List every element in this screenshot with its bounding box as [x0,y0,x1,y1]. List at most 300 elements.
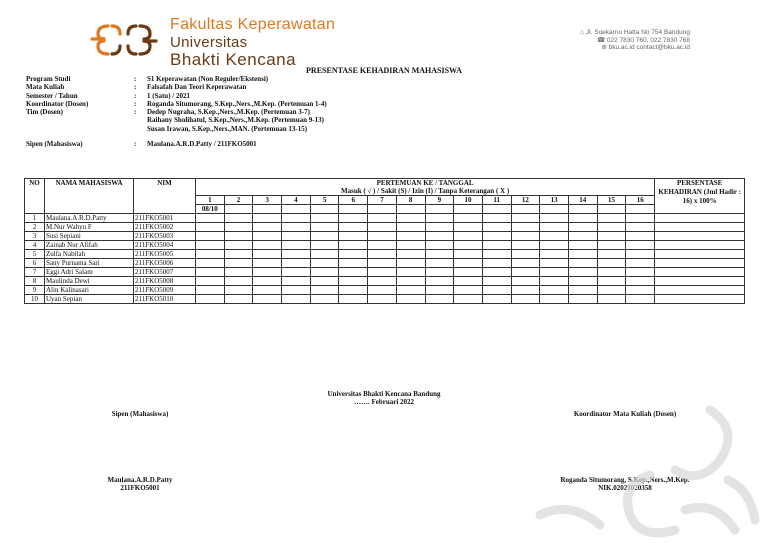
attendance-cell [597,250,626,259]
university-name: Bhakti Kencana [170,50,297,69]
attendance-cell [282,277,311,286]
attendance-cell [482,268,511,277]
meeting-date [597,205,626,214]
meeting-number: 7 [368,196,397,205]
table-row [25,295,745,304]
student-signature [70,476,210,492]
meeting-number: 4 [282,196,311,205]
percentage-cell [655,241,745,250]
attendance-cell [396,277,425,286]
attendance-cell [253,268,282,277]
attendance-cell [568,241,597,250]
info-value: Roganda Situmorang, S.Kep.,Ners.,M.Kep. (Pertemuan 1-4) [147,99,327,108]
student-nim-cell: 211FKO5005 [134,250,196,259]
attendance-cell [253,295,282,304]
signature-date: ……. Februari 2022 [353,398,415,406]
attendance-cell [568,250,597,259]
student-nim-cell: 211FKO5006 [134,259,196,268]
attendance-cell [310,250,339,259]
row-number: 1 [25,214,45,223]
attendance-cell [282,241,311,250]
percentage-cell [655,268,745,277]
info-colon: : [134,83,137,92]
attendance-cell [454,268,483,277]
header-meeting-title: PERTEMUAN KE / TANGGAL [376,179,474,187]
meeting-date [253,205,282,214]
info-label [26,116,134,124]
info-row [26,108,327,116]
header-nim: NIM [134,179,196,214]
percentage-cell [655,277,745,286]
attendance-cell [425,232,454,241]
attendance-cell [368,223,397,232]
attendance-cell [454,232,483,241]
attendance-cell [597,232,626,241]
attendance-cell [396,223,425,232]
attendance-cell [568,214,597,223]
attendance-cell [224,259,253,268]
info-value: Maulana.A.R.D.Patty / 211FKO5001 [147,140,257,149]
attendance-cell [482,295,511,304]
attendance-cell [597,268,626,277]
info-value: 1 (Satu) / 2021 [147,91,190,100]
contact-web: bku.ac.id contact@bku.ac.id [608,44,690,51]
web-icon: ⊕ [601,44,609,51]
student-name-cell: Alin Kalinasari [45,286,134,295]
attendance-cell [626,268,655,277]
attendance-cell [626,259,655,268]
header-meeting [196,179,655,196]
course-info [26,75,327,148]
attendance-cell [626,214,655,223]
faculty-name: Fakultas Keperawatan [170,16,336,33]
attendance-cell [425,214,454,223]
attendance-cell [626,232,655,241]
info-value: S1 Keperawatan (Non Reguler/Ekstensi) [147,75,269,83]
student-name-cell: Susi Sepiani [45,232,134,241]
attendance-cell [511,295,540,304]
attendance-cell [339,268,368,277]
attendance-table [24,178,745,304]
attendance-cell [540,259,569,268]
attendance-cell [425,295,454,304]
info-row [26,116,327,124]
phone-icon: ☎ [596,36,607,44]
meeting-number: 8 [396,196,425,205]
attendance-cell [253,232,282,241]
brand-name [170,17,335,68]
location-icon: ⌂ [580,29,586,36]
table-row [25,259,745,268]
attendance-cell [310,232,339,241]
attendance-cell [482,259,511,268]
attendance-cell [339,232,368,241]
attendance-cell [454,214,483,223]
table-row [25,241,745,250]
meeting-date [368,205,397,214]
attendance-cell [482,232,511,241]
attendance-cell [368,286,397,295]
attendance-cell [597,214,626,223]
info-label: Tim (Dosen) [26,108,64,117]
attendance-cell [253,277,282,286]
meeting-date [568,205,597,214]
attendance-cell [196,232,225,241]
attendance-cell [224,295,253,304]
meeting-number: 15 [597,196,626,205]
info-row [26,75,327,83]
row-number: 2 [25,223,45,232]
attendance-cell [339,259,368,268]
meeting-number: 2 [224,196,253,205]
row-number: 8 [25,277,45,286]
attendance-cell [196,259,225,268]
table-row [25,214,745,223]
percentage-cell [655,223,745,232]
attendance-cell [396,241,425,250]
info-label [26,125,134,133]
meeting-number: 12 [511,196,540,205]
attendance-cell [253,286,282,295]
attendance-cell [511,214,540,223]
attendance-cell [339,223,368,232]
attendance-cell [540,268,569,277]
attendance-cell [368,241,397,250]
attendance-cell [511,277,540,286]
meeting-date [540,205,569,214]
table-row [25,250,745,259]
meeting-date [425,205,454,214]
attendance-cell [224,250,253,259]
attendance-cell [282,232,311,241]
attendance-cell [482,214,511,223]
info-colon [134,116,147,124]
meeting-date [310,205,339,214]
attendance-cell [196,268,225,277]
meeting-date [224,205,253,214]
row-number: 7 [25,268,45,277]
university-label: Universitas [170,34,248,51]
meeting-date [482,205,511,214]
attendance-cell [511,259,540,268]
student-name-cell: Maulinda Dewi [45,277,134,286]
attendance-cell [454,277,483,286]
student-name-cell: Zainab Nur Afifah [45,241,134,250]
attendance-cell [626,241,655,250]
attendance-cell [310,259,339,268]
attendance-cell [310,268,339,277]
attendance-cell [597,277,626,286]
attendance-cell [454,259,483,268]
student-nim-cell: 211FKO5007 [134,268,196,277]
university-logo-icon [90,22,160,58]
attendance-cell [626,286,655,295]
meeting-number: 9 [425,196,454,205]
attendance-cell [396,214,425,223]
meeting-number: 3 [253,196,282,205]
row-number: 6 [25,259,45,268]
table-row [25,232,745,241]
attendance-cell [454,295,483,304]
letterhead [0,0,768,69]
info-colon: : [134,99,137,108]
attendance-cell [568,295,597,304]
attendance-cell [425,241,454,250]
attendance-cell [368,259,397,268]
row-number: 4 [25,241,45,250]
attendance-cell [425,286,454,295]
attendance-cell [568,223,597,232]
percentage-cell [655,250,745,259]
attendance-cell [253,259,282,268]
table-row [25,223,745,232]
contact-address: Jl. Soekarno Hatta No 754 Bandung [585,29,690,36]
attendance-cell [568,268,597,277]
document-title: PRESENTASE KEHADIRAN MAHASISWA [306,66,462,75]
attendance-cell [339,214,368,223]
info-row [26,100,327,108]
info-label: Semester / Tahun [26,91,78,100]
attendance-cell [282,214,311,223]
attendance-cell [396,232,425,241]
attendance-cell [282,268,311,277]
attendance-cell [540,250,569,259]
table-row [25,268,745,277]
row-number: 3 [25,232,45,241]
attendance-cell [454,223,483,232]
lecturer-signature-role: Koordinator Mata Kuliah (Dosen) [573,410,677,418]
percentage-cell [655,295,745,304]
attendance-cell [224,214,253,223]
attendance-cell [224,232,253,241]
percentage-cell [655,214,745,223]
attendance-cell [282,295,311,304]
attendance-cell [224,223,253,232]
attendance-cell [368,214,397,223]
attendance-cell [253,214,282,223]
student-name-cell: M.Nur Wahyu F [45,223,134,232]
student-name-cell: Sany Purnama Sari [45,259,134,268]
row-number: 10 [25,295,45,304]
attendance-cell [310,286,339,295]
attendance-cell [396,250,425,259]
attendance-cell [310,295,339,304]
student-name-cell: Zulfa Nabilah [45,250,134,259]
info-row [26,125,327,133]
attendance-cell [196,214,225,223]
attendance-cell [540,241,569,250]
student-name-cell: Eggi Adri Salam [45,268,134,277]
meeting-number: 1 [196,196,225,205]
attendance-cell [396,295,425,304]
attendance-cell [511,286,540,295]
meeting-number: 10 [454,196,483,205]
attendance-cell [482,277,511,286]
attendance-cell [511,241,540,250]
attendance-cell [540,295,569,304]
student-nim-cell: 211FKO5009 [134,286,196,295]
attendance-cell [425,259,454,268]
attendance-cell [282,259,311,268]
meeting-date [626,205,655,214]
attendance-cell [310,277,339,286]
header-percentage: PERSENTASE KEHADIRAN (Jml Hadir : 16) x 100% [655,179,745,214]
attendance-cell [339,286,368,295]
attendance-cell [368,232,397,241]
attendance-cell [368,277,397,286]
attendance-cell [454,250,483,259]
info-row [26,140,327,148]
row-number: 5 [25,250,45,259]
attendance-cell [282,250,311,259]
attendance-cell [511,250,540,259]
info-label: Program Studi [26,75,71,83]
attendance-cell [626,250,655,259]
meeting-date [339,205,368,214]
student-nim-cell: 211FKO5004 [134,241,196,250]
attendance-cell [339,295,368,304]
attendance-cell [425,223,454,232]
attendance-cell [196,241,225,250]
attendance-cell [540,277,569,286]
percentage-cell [655,259,745,268]
meeting-date [282,205,311,214]
attendance-cell [568,286,597,295]
attendance-cell [224,268,253,277]
header-no: NO [25,179,45,214]
student-nim-cell: 211FKO5003 [134,232,196,241]
attendance-cell [196,295,225,304]
student-nim-cell: 211FKO5002 [134,223,196,232]
attendance-cell [482,286,511,295]
info-colon [134,125,147,133]
attendance-cell [224,286,253,295]
table-row [25,277,745,286]
table-row [25,286,745,295]
contact-block [580,29,690,52]
attendance-cell [224,277,253,286]
attendance-cell [568,259,597,268]
attendance-cell [339,250,368,259]
attendance-cell [310,241,339,250]
info-row [26,83,327,91]
info-row [26,92,327,100]
attendance-cell [597,286,626,295]
attendance-cell [368,268,397,277]
attendance-cell [482,250,511,259]
meeting-number: 11 [482,196,511,205]
info-value: Falsafah Dan Teori Keperawatan [147,83,247,92]
student-name-cell: Uyan Sepian [45,295,134,304]
attendance-cell [282,223,311,232]
percentage-cell [655,232,745,241]
attendance-cell [253,250,282,259]
info-value: Raihany Sholihatul, S.Kep.,Ners.,M.Kep. (Pertemuan 9-13) [147,116,324,125]
student-signature-role: Sipen (Mahasiswa) [111,410,169,418]
student-nim-cell: 211FKO5008 [134,277,196,286]
info-value: Dedep Nugraha, S.Kep.,Ners.,M.Kep. (Pertemuan 3-7) [147,108,310,117]
attendance-cell [540,214,569,223]
attendance-cell [482,241,511,250]
info-colon: : [134,140,137,149]
attendance-cell [597,295,626,304]
meeting-date [511,205,540,214]
attendance-cell [396,286,425,295]
meeting-number: 13 [540,196,569,205]
info-value: Susan Irawan, S.Kep.,Ners.,MAN. (Pertemuan 13-15) [147,124,308,133]
attendance-cell [396,268,425,277]
info-label: Mata Kuliah [26,83,65,92]
info-label: Koordinator (Dosen) [26,99,89,108]
attendance-cell [540,232,569,241]
meeting-number: 14 [568,196,597,205]
attendance-cell [368,250,397,259]
header-name: NAMA MAHASISWA [45,179,134,214]
student-nim-cell: 211FKO5010 [134,295,196,304]
attendance-cell [511,268,540,277]
meeting-date [396,205,425,214]
attendance-cell [310,214,339,223]
attendance-cell [540,286,569,295]
student-id: 211FKO5001 [120,484,160,492]
attendance-cell [511,223,540,232]
attendance-cell [224,241,253,250]
attendance-cell [282,286,311,295]
attendance-cell [425,268,454,277]
header-meeting-legend: Masuk ( √ ) / Sakit (S) / Izin (I) / Tanpa Keterangan ( X ) [341,187,510,195]
attendance-cell [253,241,282,250]
attendance-cell [196,286,225,295]
percentage-cell [655,286,745,295]
attendance-cell [568,232,597,241]
attendance-cell [597,223,626,232]
attendance-cell [597,259,626,268]
attendance-cell [626,223,655,232]
attendance-cell [626,295,655,304]
meeting-number: 6 [339,196,368,205]
meeting-number: 16 [626,196,655,205]
attendance-cell [568,277,597,286]
info-label: Sipen (Mahasiswa) [26,140,83,149]
attendance-cell [196,277,225,286]
lecturer-id: NIK.02021020358 [598,484,652,492]
student-nim-cell: 211FKO5001 [134,214,196,223]
meeting-number: 5 [310,196,339,205]
attendance-cell [626,277,655,286]
attendance-cell [339,241,368,250]
student-name: Maulana.A.R.D.Patty [107,476,173,484]
student-name-cell: Maulana.A.R.D.Patty [45,214,134,223]
lecturer-name: Roganda Situmorang, S.Kep.,Ners.,M.Kep. [560,476,690,484]
attendance-cell [396,259,425,268]
attendance-cell [425,250,454,259]
attendance-cell [482,223,511,232]
meeting-date: 08/10 [196,205,225,214]
contact-phone: 022 7830 760, 022 7830 768 [606,36,690,44]
attendance-cell [597,241,626,250]
logo-watermark-icon [500,390,768,543]
attendance-cell [511,232,540,241]
info-colon: : [134,75,137,83]
info-colon: : [134,91,137,100]
row-number: 9 [25,286,45,295]
signature-university: Universitas Bhakti Kencana Bandung [327,390,441,398]
attendance-cell [310,223,339,232]
info-colon: : [134,108,137,117]
attendance-cell [196,223,225,232]
attendance-cell [368,295,397,304]
attendance-cell [540,223,569,232]
